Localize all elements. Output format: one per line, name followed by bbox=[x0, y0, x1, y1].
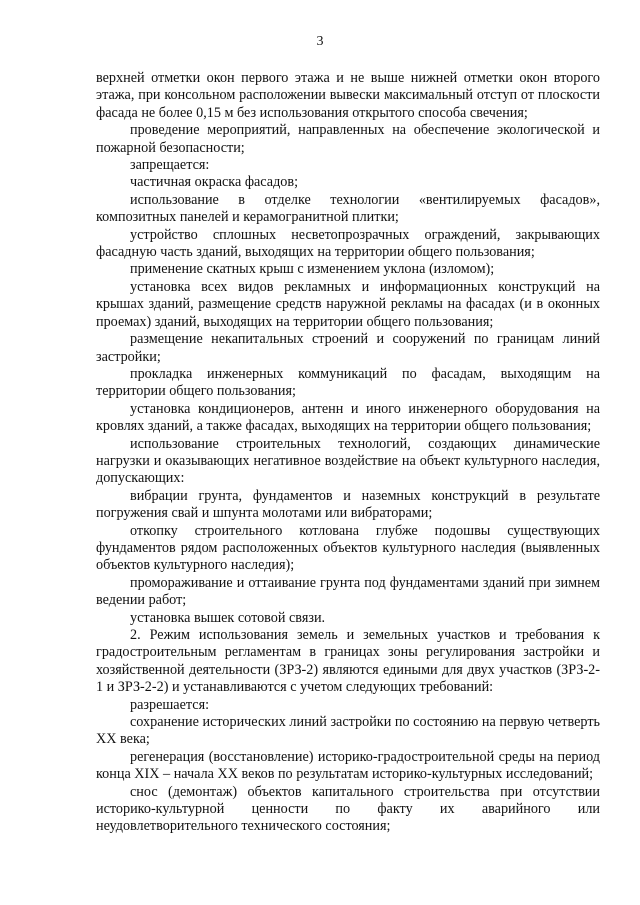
paragraph: устройство сплошных несветопрозрачных ограждений, закрывающих фасадную часть зданий, выходящих на территории общего пользования; bbox=[96, 226, 600, 261]
paragraph: сохранение исторических линий застройки по состоянию на первую четверть XX века; bbox=[96, 714, 600, 748]
paragraph: использование в отделке технологии «вентилируемых фасадов», композитных панелей и керамогранитной плитки; bbox=[96, 191, 600, 226]
paragraph-section-2: 2. Режим использования земель и земельных участков и требования к градостроительным регламентам в границах зоны регулирования застройки и хозяйственной деятельности (ЗРЗ-2) являются едиными для двух участков (ЗРЗ-2-1 и ЗРЗ-2-2) и устанавливаются с учетом следующих требований: bbox=[96, 627, 600, 696]
paragraph-continuation: верхней отметки окон первого этажа и не выше нижней отметки окон второго этажа, при консольном расположении вывески максимальный отступ от плоскости фасада не более 0,15 м без использования открытого способа свечения; bbox=[96, 70, 600, 121]
paragraph: частичная окраска фасадов; bbox=[130, 174, 299, 191]
paragraph: применение скатных крыш с изменением уклона (изломом); bbox=[130, 261, 495, 278]
paragraph: откопку строительного котлована глубже подошвы существующих фундаментов рядом расположенных объектов культурного наследия (выявленных объектов культурного наследия); bbox=[96, 522, 600, 574]
paragraph: размещение некапитальных строений и сооружений по границам линий застройки; bbox=[96, 331, 600, 365]
paragraph: вибрации грунта, фундаментов и наземных конструкций в результате погружения свай и шпунта молотами или вибраторами; bbox=[96, 487, 600, 522]
paragraph: использование строительных технологий, создающих динамические нагрузки и оказывающих негативное воздействие на объект культурного наследия, допускающих: bbox=[96, 435, 600, 487]
paragraph: установка вышек сотовой связи. bbox=[130, 609, 326, 626]
paragraph: проведение мероприятий, направленных на обеспечение экологической и пожарной безопасности; bbox=[96, 122, 600, 156]
paragraph-heading-permitted: разрешается: bbox=[130, 696, 210, 713]
document-body bbox=[96, 70, 600, 836]
paragraph: установка кондиционеров, антенн и иного инженерного оборудования на кровлях зданий, а также фасадах, выходящих на территории общего пользования; bbox=[96, 400, 600, 435]
paragraph: установка всех видов рекламных и информационных конструкций на крышах зданий, размещение средств наружной рекламы на фасадах (и в оконных проемах) зданий, выходящих на территории общего пользования; bbox=[96, 278, 600, 330]
paragraph-heading-prohibited: запрещается: bbox=[130, 157, 210, 174]
paragraph: снос (демонтаж) объектов капитального строительства при отсутствии историко-культурной ценности по факту их аварийного или неудовлетворительного технического состояния; bbox=[96, 783, 600, 835]
page-number: 3 bbox=[316, 34, 324, 49]
paragraph: прокладка инженерных коммуникаций по фасадам, выходящим на территории общего пользования; bbox=[96, 365, 600, 400]
paragraph: промораживание и оттаивание грунта под фундаментами зданий при зимнем ведении работ; bbox=[96, 574, 600, 609]
paragraph: регенерация (восстановление) историко-градостроительной среды на период конца XIX – начала XX веков по результатам историко-культурных исследований; bbox=[96, 748, 600, 783]
